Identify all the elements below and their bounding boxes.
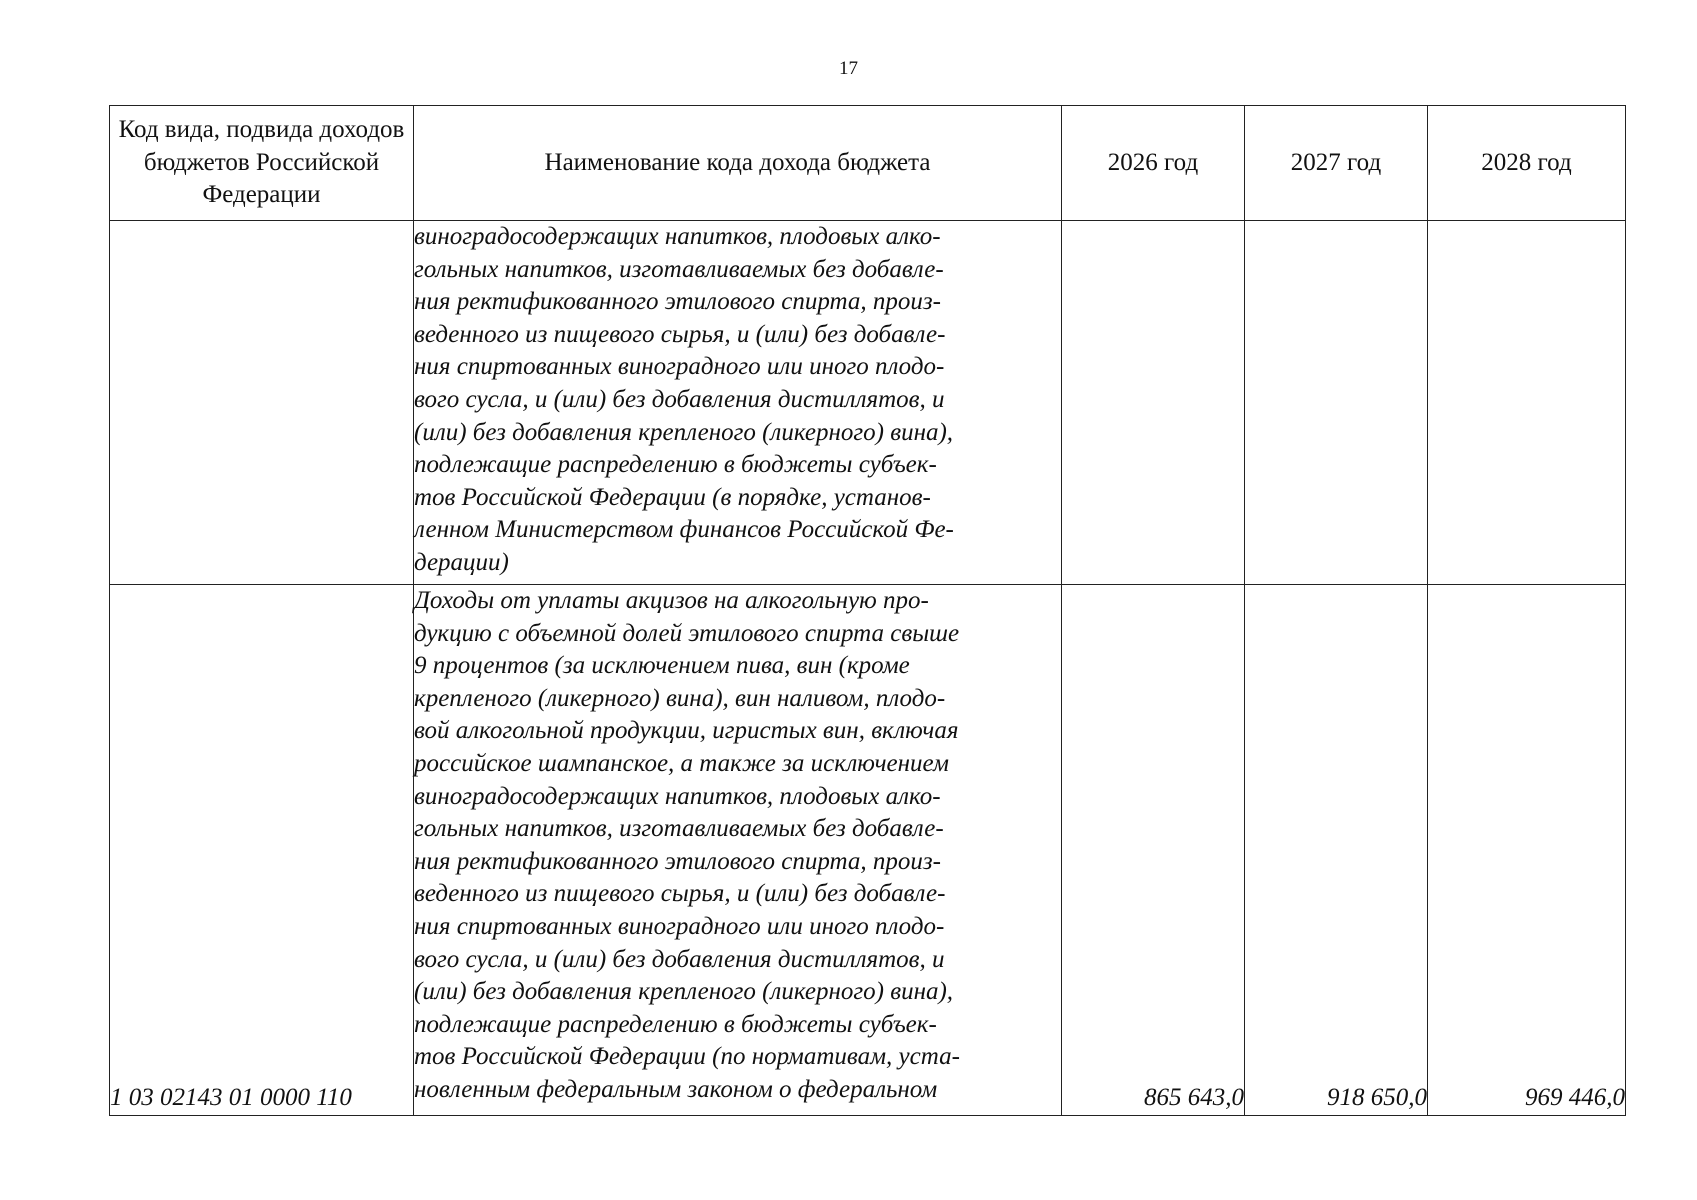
header-2026-label: 2026 год <box>1107 148 1199 176</box>
cell-2026: 865 643,0 <box>1062 585 1245 1116</box>
cell-name: Доходы от уплаты акцизов на алкогольную про- дукцию с объемной долей этилового спирта свыше 9 процентов (за исключением пива, вин (кроме крепленого (ликерного) вина), вин наливом, плодо- вой алкогольной продукции, игристых вин, включая российское шампанское, а также за исключением виноградосодержащих напитков, плодовых алко- гольных напитков, изготавливаемых без добавле- ния ректификованного этилового спирта, произ- веденного из пищевого сырья, и (или) без добавле- ния спиртованных виноградного или иного плодо- вого сусла, и (или) без добавления дистиллятов, и (или) без добавления крепленого (ликерного) вина), подлежащие распределению в бюджеты субъек- тов Российской Федерации (по нормативам, уста- новленным федеральным законом о федеральном <box>414 585 1062 1116</box>
header-2027 <box>1245 106 1428 221</box>
table-header-row <box>110 106 1626 221</box>
cell-code: 1 03 02143 01 0000 110 <box>110 585 414 1116</box>
cell-code <box>110 221 414 585</box>
cell-2027 <box>1245 221 1428 585</box>
header-name <box>414 106 1062 221</box>
cell-2027: 918 650,0 <box>1245 585 1428 1116</box>
cell-name: виноградосодержащих напитков, плодовых алко- гольных напитков, изготавливаемых без добавле- ния ректификованного этилового спирта, произ- веденного из пищевого сырья, и (или) без добавле- ния спиртованных виноградного или иного плодо- вого сусла, и (или) без добавления дистиллятов, и (или) без добавления крепленого (ликерного) вина), подлежащие распределению в бюджеты субъек- тов Российской Федерации (в порядке, установ- ленном Министерством финансов Российской Фе- дерации) <box>414 221 1062 585</box>
header-2026 <box>1062 106 1245 221</box>
cell-2028 <box>1428 221 1626 585</box>
header-2028-label: 2028 год <box>1481 148 1572 176</box>
cell-2026 <box>1062 221 1245 585</box>
header-2028 <box>1428 106 1626 221</box>
table-row <box>110 221 1626 585</box>
page-number: 17 <box>839 58 858 79</box>
header-name-label: Наименование кода дохода бюджета <box>544 148 931 176</box>
header-code <box>110 106 414 221</box>
cell-2028: 969 446,0 <box>1428 585 1626 1116</box>
header-2027-label: 2027 год <box>1290 148 1382 176</box>
table-row <box>110 585 1626 1116</box>
header-code-label: Код вида, подвида доходов бюджетов Российской Федерации <box>118 116 405 209</box>
revenue-table <box>109 105 1626 1116</box>
